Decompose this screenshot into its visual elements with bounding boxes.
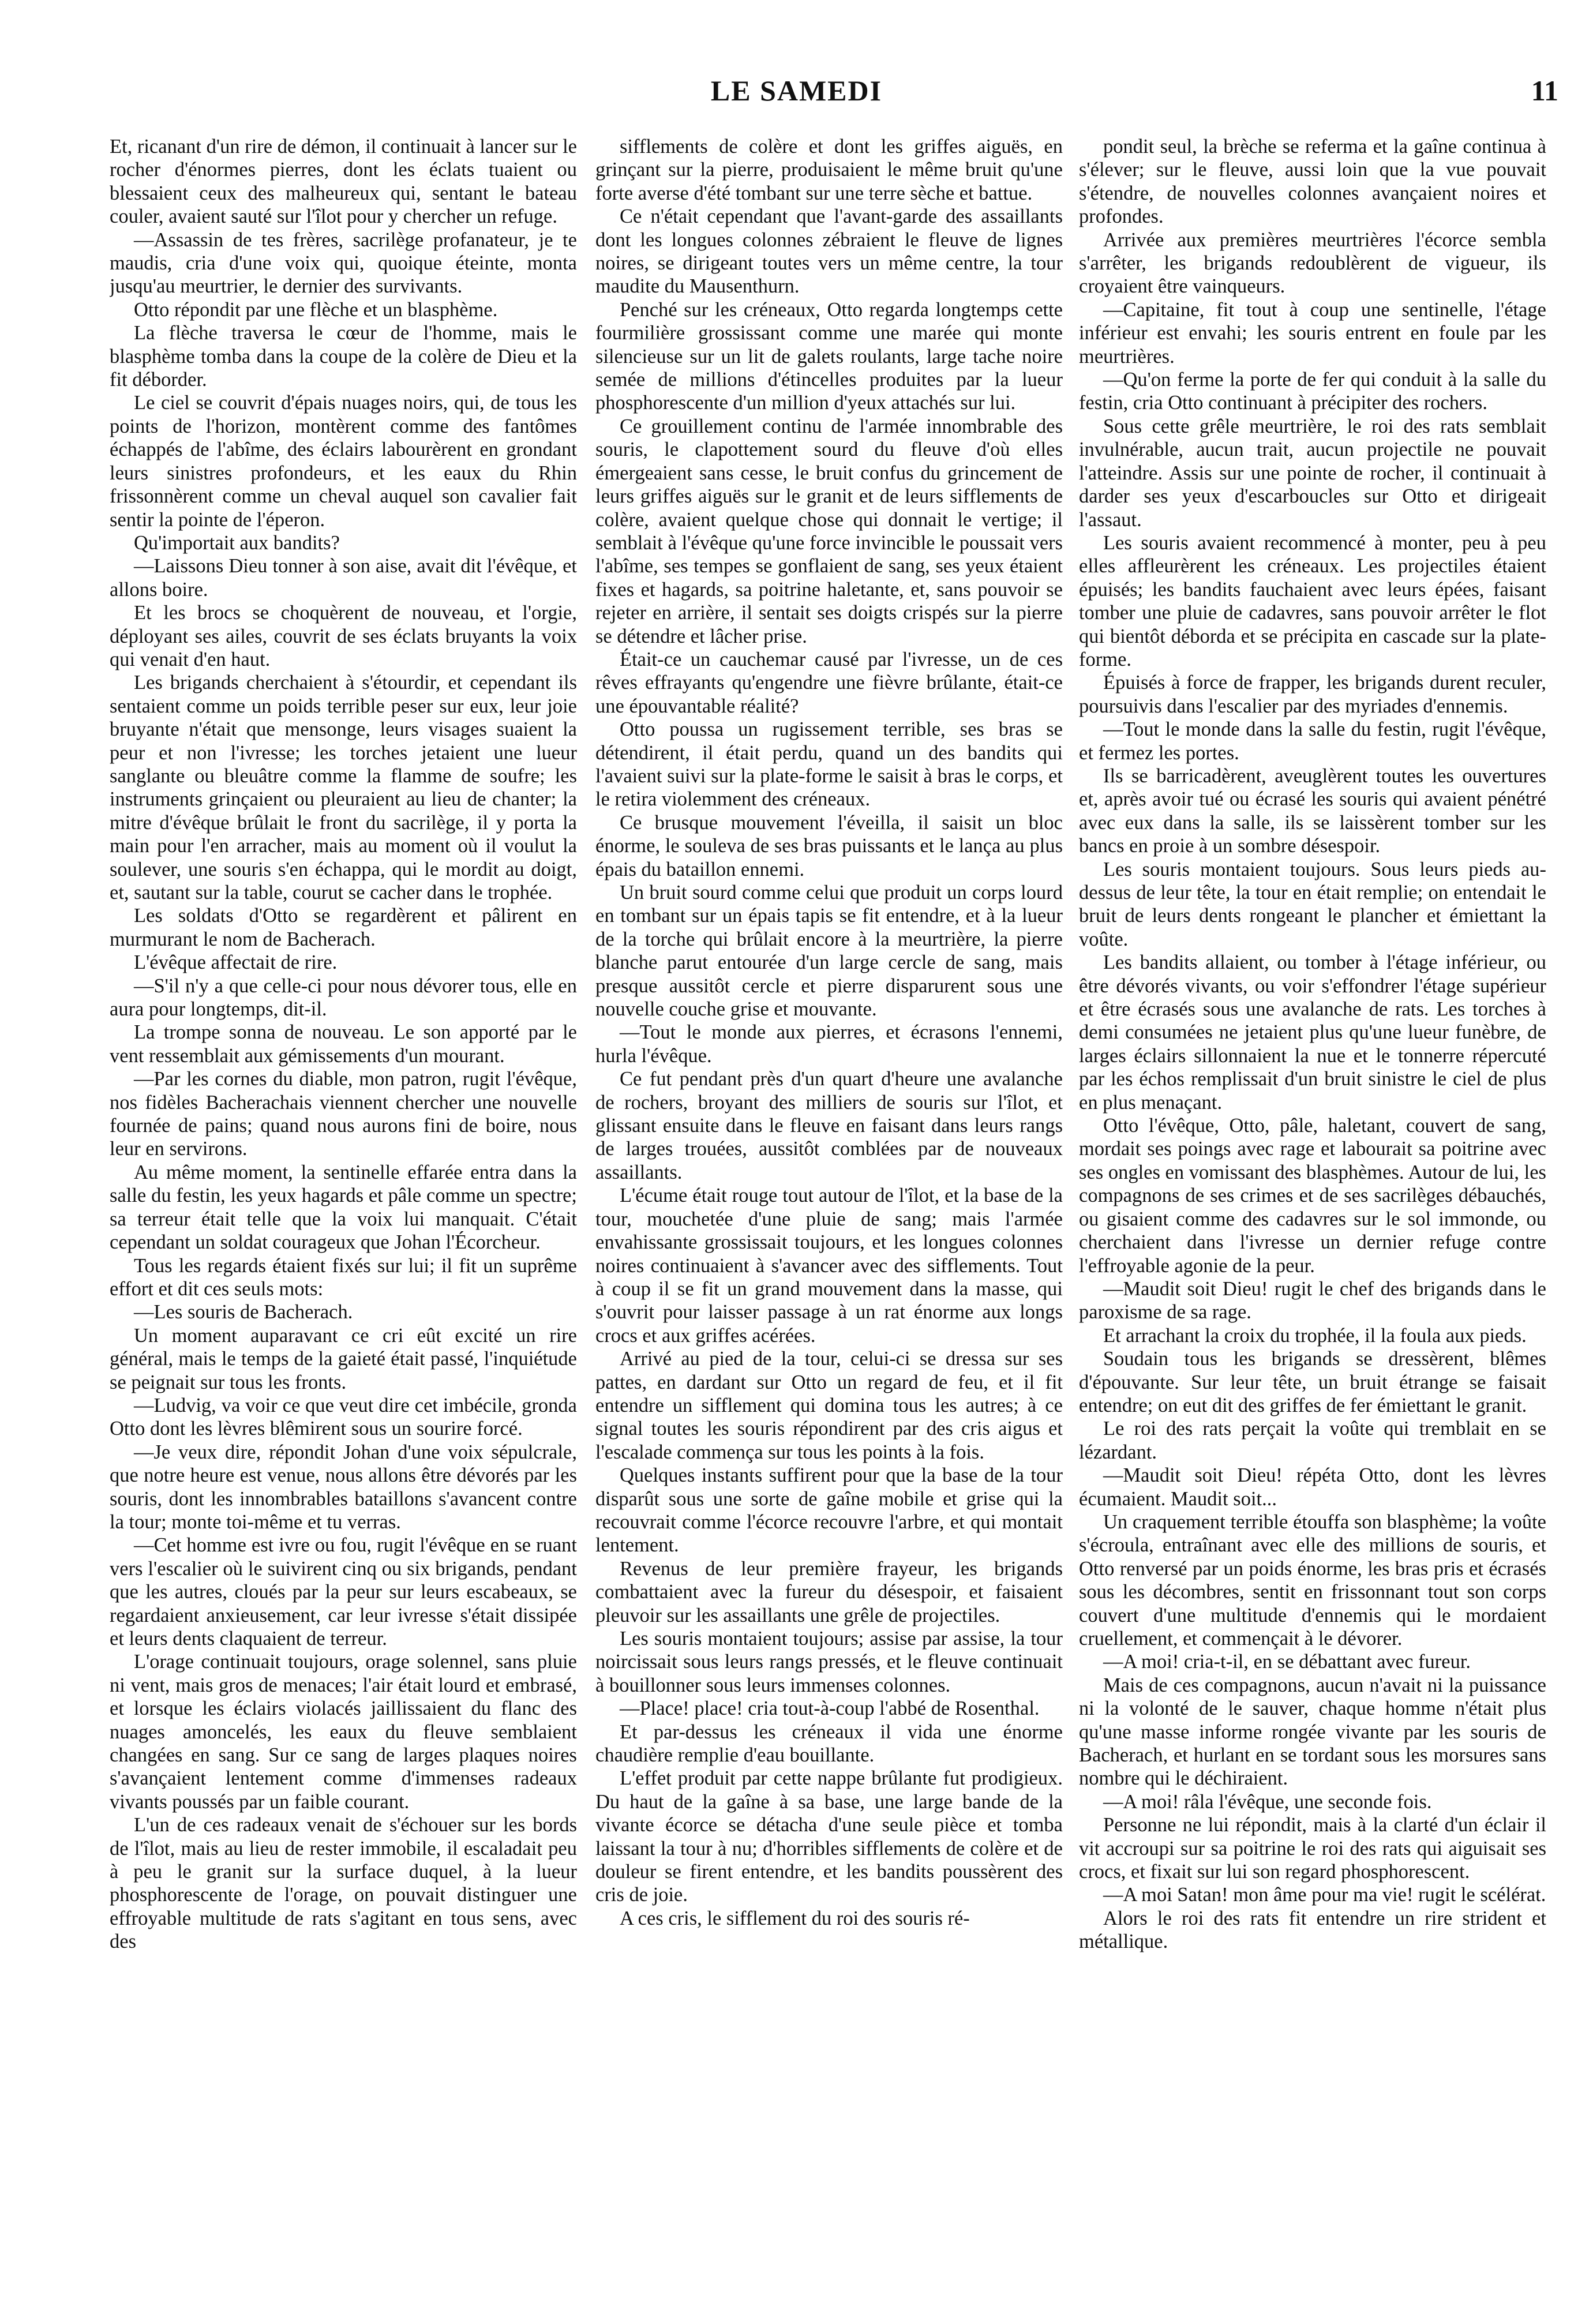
paragraph: Arrivée aux premières meurtrières l'écorce sembla s'arrêter, les brigands redoublèrent de vigueur, ils croyaient être vainqueurs. (1079, 228, 1546, 298)
paragraph: Les brigands cherchaient à s'étourdir, et cependant ils sentaient comme un poids terrible peser sur eux, leur joie bruyante n'était que mensonge, leurs visages suaient la peur et non l'ivresse; les torches jetaient une lueur sanglante ou bleuâtre comme la flamme de soufre; les instruments grinçaient ou pleuraient au lieu de chanter; la mitre d'évêque brûlait le front du sacrilège, il y porta la main pour l'en arracher, mais au moment où il voulut la soulever, une souris s'en échappa, qui le mordit au doigt, et, sautant sur la table, courut se cacher dans le trophée. (110, 672, 577, 904)
paragraph: Ce n'était cependant que l'avant-garde des assaillants dont les longues colonnes zébraient le fleuve de lignes noires, se dirigeant toutes vers un même centre, la tour maudite du Mausenthurn. (595, 205, 1063, 298)
paragraph: L'évêque affectait de rire. (134, 951, 338, 974)
paragraph: Les souris montaient toujours. Sous leurs pieds au-dessus de leur tête, la tour en était remplie; on entendait le bruit de leurs dents rongeant le plancher et émiettant la voûte. (1079, 858, 1546, 950)
paragraph: Un moment auparavant ce cri eût excité un rire général, mais le temps de la gaieté était passé, l'inquiétude se peignait sur tous les fronts. (110, 1324, 577, 1393)
paragraph: La trompe sonna de nouveau. Le son apporté par le vent ressemblait aux gémissements d'un mourant. (110, 1021, 577, 1067)
paragraph: —Qu'on ferme la porte de fer qui conduit à la salle du festin, cria Otto continuant à précipiter des rochers. (1079, 369, 1546, 414)
paragraph: —Tout le monde dans la salle du festin, rugit l'évêque, et fermez les portes. (1079, 718, 1546, 764)
paragraph: Le roi des rats perçait la voûte qui tremblait en se lézardant. (1079, 1418, 1546, 1463)
text-column-3 (1079, 135, 1546, 2304)
paragraph: Les souris montaient toujours; assise par assise, la tour noircissait sous leurs rangs pressés, et le fleuve continuait à bouillonner sous leurs immenses colonnes. (595, 1628, 1063, 1696)
paragraph: sifflements de colère et dont les griffes aiguës, en grinçant sur la pierre, produisaient le même bruit qu'une forte averse d'été tombant sur une terre sèche et battue. (595, 136, 1063, 204)
paragraph: —Par les cornes du diable, mon patron, rugit l'évêque, nos fidèles Bacherachais viennent chercher une nouvelle fournée de pains; quand nous aurons fini de boire, nous leur en servirons. (110, 1068, 577, 1160)
paragraph: Ce fut pendant près d'un quart d'heure une avalanche de rochers, broyant des milliers de souris sur l'îlot, et glissant ensuite dans le fleuve en faisant dans leurs rangs de larges trouées, aussitôt comblées par de nouveaux assaillants. (595, 1068, 1063, 1183)
paragraph: Penché sur les créneaux, Otto regarda longtemps cette fourmilière grossissant comme une marée qui monte silencieuse sur un lit de galets roulants, large tache noire semée de millions d'étincelles produites par la lueur phosphorescente d'un million d'yeux attachés sur lui. (595, 298, 1063, 414)
paragraph: Un craquement terrible étouffa son blasphème; la voûte s'écroula, entraînant avec elle des millions de souris, et Otto renversé par un poids énorme, les bras pris et écrasés sous les décombres, sentit en frissonnant tout son corps couvert d'une multitude d'ennemis qui le mordaient cruellement, et commençait à le dévorer. (1079, 1510, 1546, 1650)
paragraph: Quelques instants suffirent pour que la base de la tour disparût sous une sorte de gaîne mobile et grise qui la recouvrait comme l'écorce recouvre l'arbre, et qui montait lentement. (595, 1464, 1063, 1557)
paragraph: Tous les regards étaient fixés sur lui; il fit un suprême effort et dit ces seuls mots: (110, 1254, 577, 1300)
paragraph: Les bandits allaient, ou tomber à l'étage inférieur, ou être dévorés vivants, ou voir s'effondrer l'étage supérieur et être écrasés sous une avalanche de rats. Les torches à demi consumées ne jetaient plus qu'une lueur funèbre, de larges éclairs sillonnaient la nue et le tonnerre répercuté par les échos remplissait d'un bruit sinistre le ciel de plus en plus menaçant. (1079, 951, 1546, 1114)
page-header (0, 0, 1593, 133)
paragraph: Ce brusque mouvement l'éveilla, il saisit un bloc énorme, le souleva de ses bras puissants et le lança au plus épais du bataillon ennemi. (595, 811, 1063, 880)
paragraph: L'un de ces radeaux venait de s'échouer sur les bords de l'îlot, mais au lieu de rester immobile, il escaladait peu à peu le granit sur la surface duquel, à la lueur phosphorescente de l'orage, on pouvait distinguer une effroyable multitude de rats s'agitant en tous sens, avec des (110, 1814, 577, 1953)
paragraph: Et arrachant la croix du trophée, il la foula aux pieds. (1103, 1324, 1527, 1347)
paragraph: Et les brocs se choquèrent de nouveau, et l'orgie, déployant ses ailes, couvrit de ses éclats bruyants la voix qui venait d'en haut. (110, 602, 577, 670)
paragraph: Otto répondit par une flèche et un blasphème. (134, 298, 498, 321)
paragraph: Et par-dessus les créneaux il vida une énorme chaudière remplie d'eau bouillante. (595, 1720, 1063, 1767)
paragraph: Les souris avaient recommencé à monter, peu à peu elles affleurèrent les créneaux. Les projectiles étaient épuisés; les bandits fauchaient avec leurs épées, faisant tomber une pluie de cadavres, sans pouvoir arrêter le flot qui bientôt déborda et se précipita en cascade sur la plate-forme. (1079, 531, 1546, 670)
paragraph: —Cet homme est ivre ou fou, rugit l'évêque en se ruant vers l'escalier où le suivirent cinq ou six brigands, pendant que les autres, cloués par la peur sur leurs escabeaux, se regardaient anxieusement, car leur ivresse s'était dissipée et leurs dents claquaient de terreur. (110, 1534, 577, 1650)
paragraph: Épuisés à force de frapper, les brigands durent reculer, poursuivis dans l'escalier par des myriades d'ennemis. (1079, 672, 1546, 717)
paragraph: Le ciel se couvrit d'épais nuages noirs, qui, de tous les points de l'horizon, montèrent comme des fantômes échappés de l'abîme, des éclairs labourèrent en grondant leurs sinistres profondeurs, et les eaux du Rhin frissonnèrent comme un cheval auquel son cavalier fait sentir la pointe de l'éperon. (110, 392, 577, 531)
paragraph: Revenus de leur première frayeur, les brigands combattaient avec la fureur du désespoir, et faisaient pleuvoir sur les assaillants une grêle de projectiles. (595, 1557, 1063, 1626)
paragraph: —Laissons Dieu tonner à son aise, avait dit l'évêque, et allons boire. (110, 555, 577, 601)
paragraph: —Maudit soit Dieu! répéta Otto, dont les lèvres écumaient. Maudit soit... (1079, 1464, 1546, 1510)
paragraph: Au même moment, la sentinelle effarée entra dans la salle du festin, les yeux hagards et pâle comme un spectre; sa terreur était telle que la voix lui manquait. C'était cependant un soldat courageux que Johan l'Écorcheur. (110, 1161, 577, 1254)
paragraph: Otto poussa un rugissement terrible, ses bras se détendirent, il était perdu, quand un des bandits qui l'avaient suivi sur la plate-forme le saisit à bras le corps, et le retira violemment des créneaux. (595, 718, 1063, 811)
paragraph: Était-ce un cauchemar causé par l'ivresse, un de ces rêves effrayants qu'engendre une fièvre brûlante, était-ce une épouvantable réalité? (595, 648, 1063, 717)
paragraph: —Maudit soit Dieu! rugit le chef des brigands dans le paroxisme de sa rage. (1079, 1277, 1546, 1324)
paragraph: Mais de ces compagnons, aucun n'avait ni la puissance ni la volonté de le sauver, chaque homme n'était plus qu'une masse informe rongée vivante par les souris de Bacherach, et hurlant en se tordant sous les morsures sans nombre qui le déchiraient. (1079, 1674, 1546, 1790)
paragraph: Sous cette grêle meurtrière, le roi des rats semblait invulnérable, aucun trait, aucun projectile ne pouvait l'atteindre. Assis sur une pointe de rocher, il continuait à darder ses yeux d'escarboucles sur Otto et dirigeait l'assaut. (1079, 415, 1546, 531)
paragraph: —Je veux dire, répondit Johan d'une voix sépulcrale, que notre heure est venue, nous allons être dévorés par les souris, dont les innombrables bataillons s'avancent contre la tour; monte toi-même et tu verras. (110, 1441, 577, 1533)
paragraph: Otto l'évêque, Otto, pâle, haletant, couvert de sang, mordait ses poings avec rage et labourait sa poitrine avec ses ongles en vomissant des blasphèmes. Autour de lui, les compagnons de ses crimes et de ses sacrilèges débauchés, ou gisaient comme des cadavres sur le sol immonde, ou cherchaient dans l'ivresse un dernier refuge contre l'effroyable agonie de la peur. (1079, 1115, 1546, 1277)
paragraph: —Place! place! cria tout-à-coup l'abbé de Rosenthal. (620, 1697, 1040, 1720)
paragraph: —A moi Satan! mon âme pour ma vie! rugit le scélérat. (1103, 1884, 1546, 1906)
paragraph: —A moi! cria-t-il, en se débattant avec fureur. (1103, 1651, 1471, 1673)
paragraph: Les soldats d'Otto se regardèrent et pâlirent en murmurant le nom de Bacherach. (110, 905, 577, 950)
paragraph: —Assassin de tes frères, sacrilège profanateur, je te maudis, cria d'une voix qui, quoique éteinte, monta jusqu'au meurtrier, le dernier des survivants. (110, 228, 577, 298)
paragraph: La flèche traversa le cœur de l'homme, mais le blasphème tomba dans la coupe de la colère de Dieu et la fit déborder. (110, 322, 577, 391)
text-column-2 (595, 135, 1063, 2304)
paragraph: —Tout le monde aux pierres, et écrasons l'ennemi, hurla l'évêque. (595, 1021, 1063, 1067)
paragraph: A ces cris, le sifflement du roi des souris ré- (620, 1907, 970, 1929)
text-column-1 (110, 135, 577, 2304)
paragraph: Et, ricanant d'un rire de démon, il continuait à lancer sur le rocher d'énormes pierres, dont les éclats tuaient ou blessaient ceux des malheureux qui, sentant le bateau couler, avaient sauté sur l'îlot pour y chercher un refuge. (110, 136, 577, 228)
paragraph: —Capitaine, fit tout à coup une sentinelle, l'étage inférieur est envahi; les souris entrent en foule par les meurtrières. (1079, 298, 1546, 368)
paragraph: —A moi! râla l'évêque, une seconde fois. (1103, 1790, 1432, 1813)
paragraph: Qu'importait aux bandits? (134, 531, 340, 554)
paragraph: pondit seul, la brèche se referma et la gaîne continua à s'élever; sur le fleuve, aussi loin que la vue pouvait s'étendre, de nouvelles colonnes avançaient noires et profondes. (1079, 136, 1546, 228)
paragraph: —S'il n'y a que celle-ci pour nous dévorer tous, elle en aura pour longtemps, dit-il. (110, 974, 577, 1021)
paragraph: —Les souris de Bacherach. (134, 1301, 353, 1324)
paragraph: Ce grouillement continu de l'armée innombrable des souris, le clapottement sourd du fleuve d'où elles émergeaient sans cesse, le bruit confus du grincement de leurs griffes aiguës sur le granit et de leurs sifflements de colère, avaient quelque chose qui donnait le vertige; il semblait à l'évêque qu'une force invincible le poussait vers l'abîme, ses tempes se gonflaient de sang, ses yeux étaient fixes et hagards, sa poitrine haletante, et, sans pouvoir se rejeter en arrière, il sentait ses doigts crispés sur la pierre se détendre et lâcher prise. (595, 415, 1063, 647)
paragraph: L'orage continuait toujours, orage solennel, sans pluie ni vent, mais gros de menaces; l'air était lourd et embrasé, et lorsque les éclairs violacés jaillissaient du flanc des nuages amoncelés, les eaux du fleuve semblaient changées en sang. Sur ce sang de larges plaques noires s'avançaient lentement comme d'immenses radeaux vivants poussés par un faible courant. (110, 1651, 577, 1813)
paragraph: Soudain tous les brigands se dressèrent, blêmes d'épouvante. Sur leur tête, un bruit étrange se faisait entendre; on eut dit des griffes de fer émiettant le granit. (1079, 1348, 1546, 1416)
paragraph: Alors le roi des rats fit entendre un rire strident et métallique. (1079, 1907, 1546, 1953)
paragraph: Personne ne lui répondit, mais à la clarté d'un éclair il vit accroupi sur sa poitrine le roi des rats qui aiguisait ses crocs, et fixait sur lui son regard phosphorescent. (1079, 1814, 1546, 1883)
paragraph: Ils se barricadèrent, aveuglèrent toutes les ouvertures et, après avoir tué ou écrasé les souris qui avaient pénétré avec eux dans la salle, ils se laissèrent tomber sur les bancs en proie à un sombre désespoir. (1079, 764, 1546, 857)
paragraph: L'écume était rouge tout autour de l'îlot, et la base de la tour, mouchetée d'une pluie de sang; mais l'armée envahissante grossissait toujours, et les longues colonnes noires continuaient à s'avancer avec des sifflements. Tout à coup il se fit un grand mouvement dans la masse, qui s'ouvrit pour laisser passage à un rat énorme aux longs crocs et aux griffes acérées. (595, 1185, 1063, 1347)
paragraph: Arrivé au pied de la tour, celui-ci se dressa sur ses pattes, en dardant sur Otto un regard de feu, et il fit entendre un sifflement qui domina tous les autres; à ce signal toutes les souris répondirent par des cris aigus et l'escalade commença sur tous les points à la fois. (595, 1348, 1063, 1463)
paragraph: L'effet produit par cette nappe brûlante fut prodigieux. Du haut de la gaîne à sa base, une large bande de la vivante écorce se détacha d'une seule pièce et tomba laissant la tour à nu; d'horribles sifflements de colère et de douleur se firent entendre, et les bandits poussèrent des cris de joie. (595, 1767, 1063, 1906)
paragraph: Un bruit sourd comme celui que produit un corps lourd en tombant sur un épais tapis se fit entendre, et à la lueur de la torche qui brûlait encore à la meurtrière, la pierre blanche parut entourée d'un large cercle de sang, mais presque aussitôt cercle et pierre disparurent sous une nouvelle couche grise et mouvante. (595, 882, 1063, 1021)
journal-title: LE SAMEDI (710, 74, 883, 107)
paragraph: —Ludvig, va voir ce que veut dire cet imbécile, gronda Otto dont les lèvres blêmirent sous un sourire forcé. (110, 1394, 577, 1440)
page-number: 11 (1531, 74, 1558, 107)
